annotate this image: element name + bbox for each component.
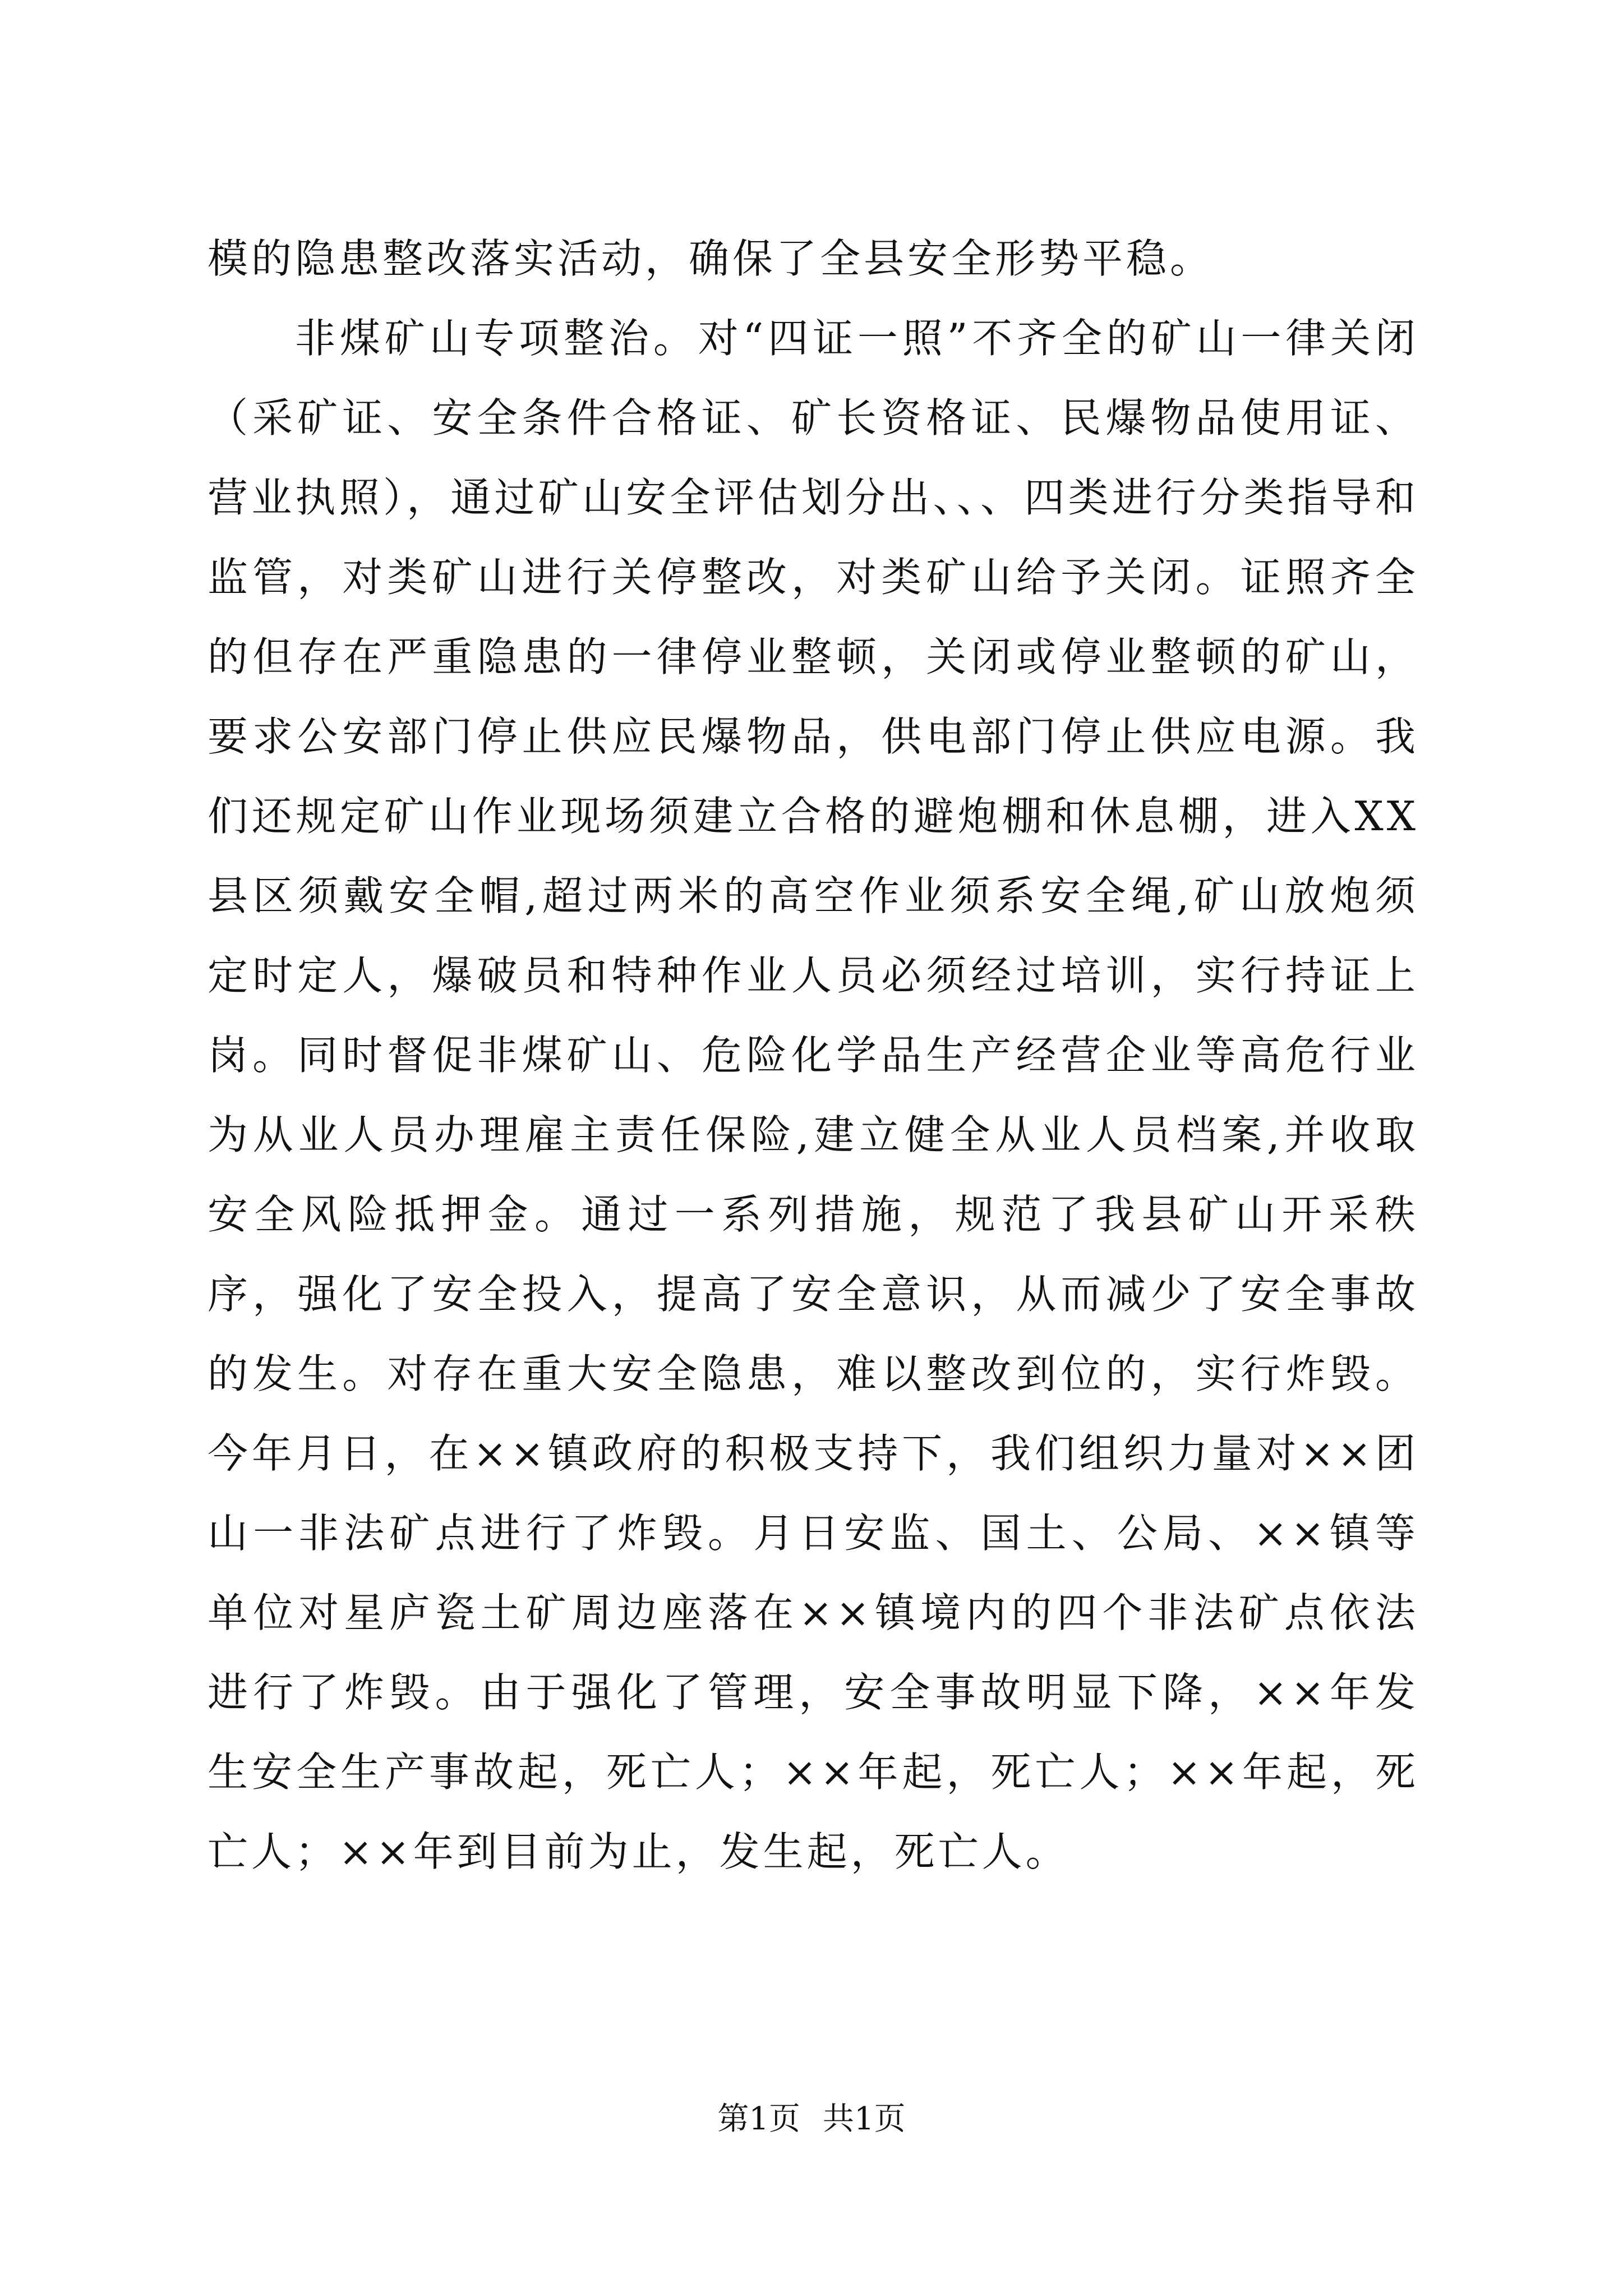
paragraph-continuation: 模的隐患整改落实活动，确保了全县安全形势平稳。 — [208, 235, 1214, 282]
document-body — [208, 219, 1419, 1892]
paragraph-mine-rectification: 非煤矿山专项整治。对“四证一照”不齐全的矿山一律关闭（采矿证、安全条件合格证、矿长资格证、民爆物品使用证、营业执照），通过矿山安全评估划分出、、、四类进行分类指导和监管，对类矿山进行关停整改，对类矿山给予关闭。证照齐全的但存在严重隐患的一律停业整顿，关闭或停业整顿的矿山，要求公安部门停止供应民爆物品，供电部门停止供应电源。我们还规定矿山作业现场须建立合格的避炮棚和休息棚，进入XX县区须戴安全帽,超过两米的高空作业须系安全绳,矿山放炮须定时定人，爆破员和特种作业人员必须经过培训，实行持证上岗。同时督促非煤矿山、危险化学品生产经营企业等高危行业为从业人员办理雇主责任保险,建立健全从业人员档案,并收取安全风险抵押金。通过一系列措施，规范了我县矿山开采秩序，强化了安全投入，提高了安全意识，从而减少了安全事故的发生。对存在重大安全隐患，难以整改到位的，实行炸毁。今年月日，在××镇政府的积极支持下，我们组织力量对××团山一非法矿点进行了炸毁。月日安监、国土、公局、××镇等单位对星庐瓷土矿周边座落在××镇境内的四个非法矿点依法进行了炸毁。由于强化了管理，安全事故明显下降，××年发生安全生产事故起，死亡人；××年起，死亡人；××年起，死亡人；××年到目前为止，发生起，死亡人。 — [208, 315, 1419, 1875]
page-footer — [0, 2097, 1623, 2142]
page-number-current: 第1页 — [717, 2101, 800, 2137]
page-number-total: 共1页 — [823, 2101, 906, 2137]
